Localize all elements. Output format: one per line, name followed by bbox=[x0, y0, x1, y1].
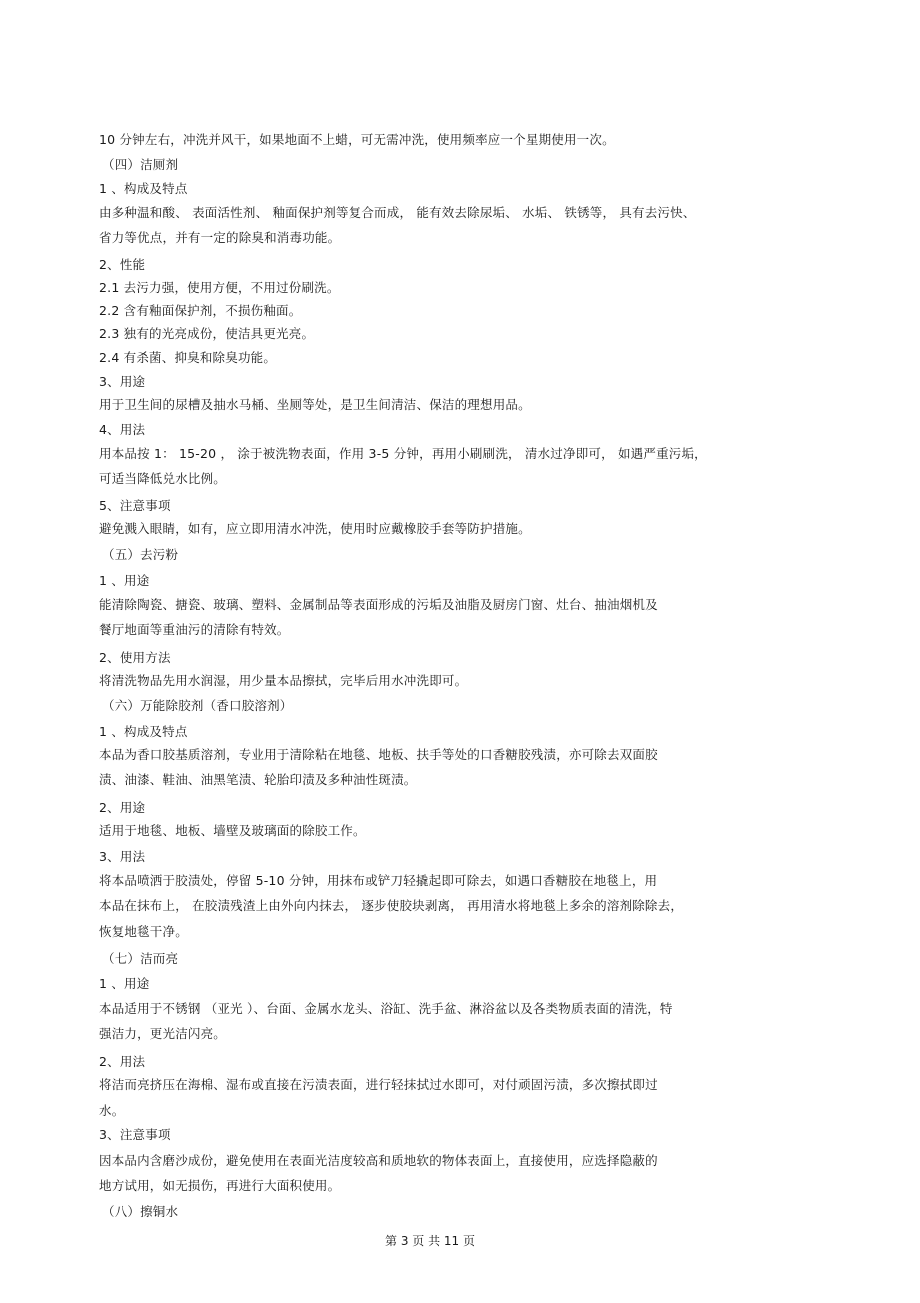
section-heading: （六）万能除胶剂（香口胶溶剂） bbox=[102, 698, 293, 713]
paragraph-line: 适用于地毯、地板、墙壁及玻璃面的除胶工作。 bbox=[99, 823, 366, 838]
paragraph-line: 2.3 独有的光亮成份，使洁具更光亮。 bbox=[99, 326, 315, 341]
subsection-heading: 4、用法 bbox=[99, 422, 146, 437]
paragraph-line: 能清除陶瓷、搪瓷、玻璃、塑料、金属制品等表面形成的污垢及油脂及厨房门窗、灶台、抽油烟机及 bbox=[99, 597, 658, 612]
subsection-heading: 1 、用途 bbox=[99, 573, 150, 588]
paragraph-line: 10 分钟左右，冲洗并风干，如果地面不上蜡，可无需冲洗，使用频率应一个星期使用一次。 bbox=[99, 132, 615, 147]
subsection-heading: 1 、用途 bbox=[99, 976, 150, 991]
paragraph-line: 2.1 去污力强，使用方便，不用过份刷洗。 bbox=[99, 280, 340, 295]
subsection-heading: 2、用途 bbox=[99, 800, 146, 815]
subsection-heading: 2、用法 bbox=[99, 1054, 146, 1069]
paragraph-line: 因本品内含磨沙成份，避免使用在表面光洁度较高和质地软的物体表面上，直接使用，应选择隐蔽的 bbox=[99, 1153, 658, 1168]
page-footer: 第 3 页 共 11 页 bbox=[385, 1234, 475, 1248]
subsection-heading: 1 、构成及特点 bbox=[99, 181, 188, 196]
paragraph-line: 避免溅入眼睛，如有，应立即用清水冲洗，使用时应戴橡胶手套等防护措施。 bbox=[99, 521, 531, 536]
subsection-heading: 3、用途 bbox=[99, 374, 146, 389]
paragraph-line: 将洁而亮挤压在海棉、湿布或直接在污渍表面，进行轻抹拭过水即可，对付顽固污渍，多次擦拭即过 bbox=[99, 1077, 658, 1092]
paragraph-line: 餐厅地面等重油污的清除有特效。 bbox=[99, 622, 290, 637]
paragraph-line: 渍、油漆、鞋油、油黑笔渍、轮胎印渍及多种油性斑渍。 bbox=[99, 772, 417, 787]
paragraph-line: 将清洗物品先用水润湿，用少量本品擦拭，完毕后用水冲洗即可。 bbox=[99, 673, 468, 688]
paragraph-line: 用本品按 1： 15-20 ， 涂于被洗物表面，作用 3-5 分钟，再用小刷刷洗， 清水过净即可， 如遇严重污垢， bbox=[99, 446, 707, 461]
section-heading: （五）去污粉 bbox=[102, 547, 179, 562]
section-heading: （四）洁厕剂 bbox=[102, 157, 179, 172]
subsection-heading: 1 、构成及特点 bbox=[99, 724, 188, 739]
subsection-heading: 2、使用方法 bbox=[99, 650, 171, 665]
paragraph-line: 本品在抹布上， 在胶渍残渣上由外向内抹去， 逐步使胶块剥离， 再用清水将地毯上多余的溶剂除除去， bbox=[99, 898, 684, 913]
paragraph-line: 由多种温和酸、 表面活性剂、 釉面保护剂等复合而成， 能有效去除尿垢、 水垢、 铁锈等， 具有去污快、 bbox=[99, 205, 696, 220]
section-heading: （七）洁而亮 bbox=[102, 951, 179, 966]
paragraph-line: 水。 bbox=[99, 1103, 125, 1118]
paragraph-line: 本品适用于不锈钢 （亚光 ）、台面、金属水龙头、浴缸、洗手盆、淋浴盆以及各类物质表面的清洗，特 bbox=[99, 1001, 673, 1016]
paragraph-line: 本品为香口胶基质溶剂，专业用于清除粘在地毯、地板、扶手等处的口香糖胶残渍，亦可除去双面胶 bbox=[99, 747, 658, 762]
paragraph-line: 省力等优点，并有一定的除臭和消毒功能。 bbox=[99, 230, 341, 245]
subsection-heading: 2、性能 bbox=[99, 257, 146, 272]
paragraph-line: 用于卫生间的尿槽及抽水马桶、坐厕等处，是卫生间清洁、保洁的理想用品。 bbox=[99, 397, 531, 412]
paragraph-line: 恢复地毯干净。 bbox=[99, 924, 188, 939]
paragraph-line: 将本品喷洒于胶渍处，停留 5-10 分钟，用抹布或铲刀轻撬起即可除去，如遇口香糖胶在地毯上，用 bbox=[99, 873, 658, 888]
paragraph-line: 2.4 有杀菌、抑臭和除臭功能。 bbox=[99, 350, 277, 365]
subsection-heading: 5、注意事项 bbox=[99, 498, 171, 513]
paragraph-line: 2.2 含有釉面保护剂，不损伤釉面。 bbox=[99, 303, 302, 318]
paragraph-line: 地方试用，如无损伤，再进行大面积使用。 bbox=[99, 1178, 341, 1193]
paragraph-line: 可适当降低兑水比例。 bbox=[99, 471, 227, 486]
subsection-heading: 3、用法 bbox=[99, 849, 146, 864]
section-heading: （八）擦铜水 bbox=[102, 1204, 179, 1219]
subsection-heading: 3、注意事项 bbox=[99, 1127, 171, 1142]
paragraph-line: 强洁力，更光洁闪亮。 bbox=[99, 1026, 227, 1041]
